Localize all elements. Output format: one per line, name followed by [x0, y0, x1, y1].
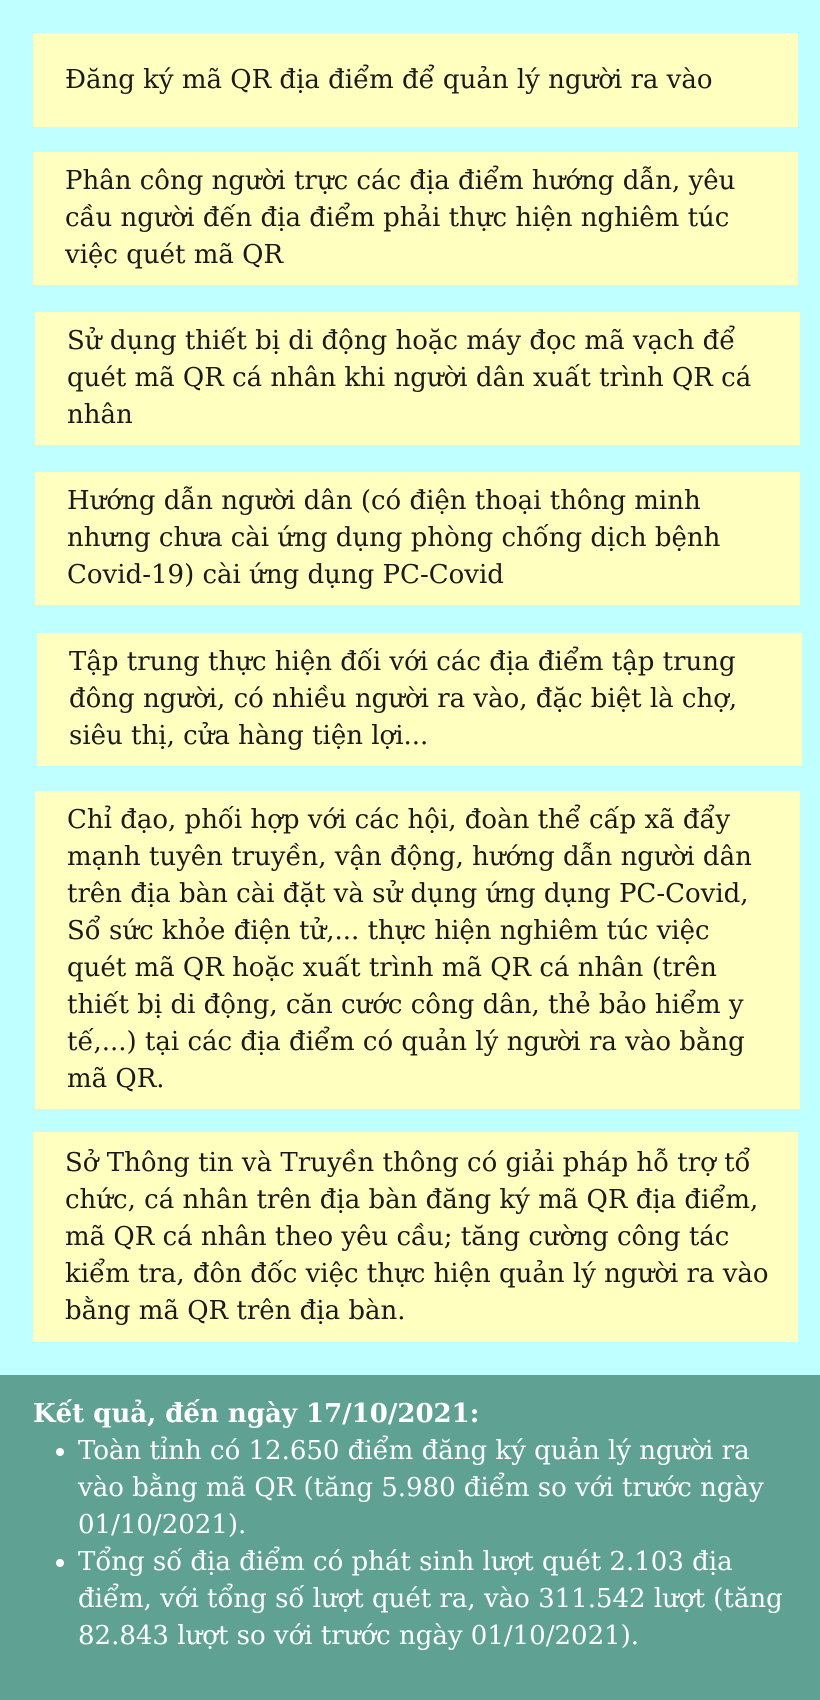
- step-card-text: Đăng ký mã QR địa điểm để quản lý người ra vào: [65, 64, 713, 95]
- step-card-text: Phân công người trực các địa điểm hướng dẫn, yêu cầu người đến địa điểm phải thực hiện nghiêm túc việc quét mã QR: [65, 166, 736, 270]
- results-list-item: • Toàn tỉnh có 12.650 điểm đăng ký quản lý người ra vào bằng mã QR (tăng 5.980 điểm so với trước ngày 01/10/2021).: [78, 1433, 790, 1544]
- results-list-item: • Tổng số địa điểm có phát sinh lượt quét 2.103 địa điểm, với tổng số lượt quét ra, vào 311.542 lượt (tăng 82.843 lượt so với trước ngày 01/10/2021).: [78, 1544, 790, 1655]
- step-card-text: Sở Thông tin và Truyền thông có giải pháp hỗ trợ tổ chức, cá nhân trên địa bàn đăng ký mã QR địa điểm, mã QR cá nhân theo yêu cầu; tăng cường công tác kiểm tra, đôn đốc việc thực hiện quản lý người ra vào bằng mã QR trên địa bàn.: [65, 1147, 769, 1326]
- step-card-assign-staff: [33, 152, 798, 285]
- results-list: [33, 1433, 790, 1655]
- step-card-dept-support: [33, 1132, 798, 1342]
- step-card-text: Tập trung thực hiện đối với các địa điểm tập trung đông người, có nhiều người ra vào, đặc biệt là chợ, siêu thị, cửa hàng tiện lợi...: [69, 647, 738, 751]
- step-card-text: Chỉ đạo, phối hợp với các hội, đoàn thể cấp xã đẩy mạnh tuyên truyền, vận động, hướng dẫn người dân trên địa bàn cài đặt và sử dụng ứng dụng PC-Covid, Sổ sức khỏe điện tử,... thực hiện nghiêm túc việc quét mã QR hoặc xuất trình mã QR cá nhân (trên thiết bị di động, căn cước công dân, thẻ bảo hiểm y tế,...) tại các địa điểm có quản lý người ra vào bằng mã QR.: [67, 805, 752, 1094]
- step-card-scan-devices: [35, 312, 800, 445]
- results-title: Kết quả, đến ngày 17/10/2021:: [33, 1399, 480, 1429]
- step-card-crowded-places: [37, 633, 802, 766]
- step-card-text: Hướng dẫn người dân (có điện thoại thông minh nhưng chưa cài ứng dụng phòng chống dịch bệnh Covid-19) cài ứng dụng PC-Covid: [67, 486, 721, 590]
- step-card-text: Sử dụng thiết bị di động hoặc máy đọc mã vạch để quét mã QR cá nhân khi người dân xuất trình QR cá nhân: [67, 326, 752, 430]
- step-card-register-qr: [33, 33, 798, 127]
- results-panel: [0, 1375, 820, 1700]
- step-card-install-app: [35, 472, 800, 605]
- step-card-direct-coordinate: [35, 791, 800, 1109]
